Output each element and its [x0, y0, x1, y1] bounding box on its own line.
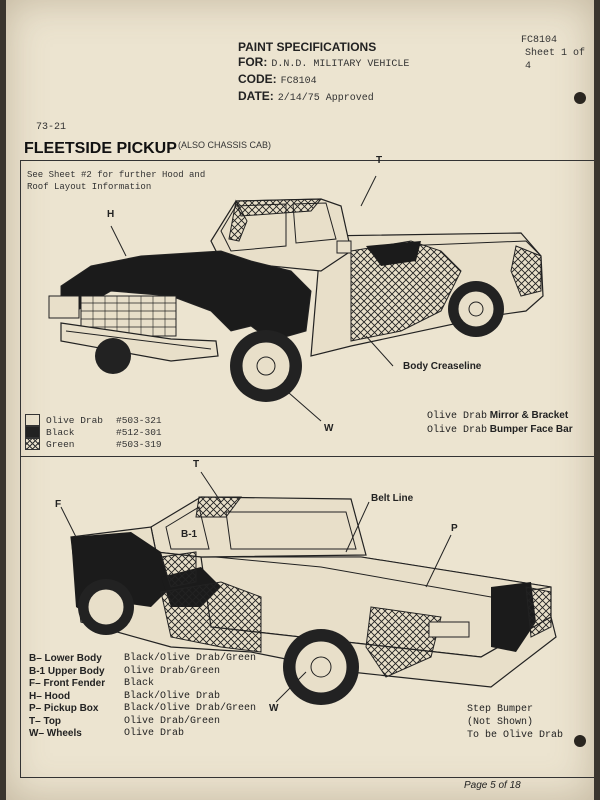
hood-roof-note: See Sheet #2 for further Hood and Roof Layout Information	[27, 170, 206, 192]
key-row: B– Lower Body Black/Olive Drab/Green	[29, 653, 257, 664]
page-subtitle: (ALSO CHASSIS CAB)	[178, 140, 272, 150]
header-date-value: 2/14/75 Approved	[277, 93, 374, 104]
page-number: Page 5 of 18	[464, 780, 521, 791]
legend-item: Green #503-319	[25, 438, 162, 450]
key-row: B-1 Upper Body Olive Drab/Green	[29, 665, 221, 677]
header-code: CODE: FC8104	[238, 72, 317, 87]
key-row: F– Front Fender Black	[29, 678, 155, 689]
page-title: FLEETSIDE PICKUP	[24, 140, 177, 157]
callout-w: W	[269, 703, 279, 714]
callout-body-creaseline: Body Creaseline	[403, 361, 482, 372]
spec-sheet	[6, 0, 594, 800]
sheet-number: Sheet 1 of 4	[525, 48, 586, 72]
callout-h: H	[107, 209, 115, 220]
header-date: DATE: 2/14/75 Approved	[238, 89, 374, 104]
callout-belt-line: Belt Line	[371, 493, 414, 504]
punch-hole-top	[574, 92, 586, 104]
note-mirror: Olive Drab Mirror & Bracket	[427, 410, 569, 422]
key-row: T– Top Olive Drab/Green	[29, 715, 221, 727]
olive-drab-swatch	[25, 414, 40, 426]
callout-f: F	[55, 499, 62, 510]
header-code-value: FC8104	[280, 76, 317, 87]
front-view-panel	[20, 155, 594, 457]
key-row: P– Pickup Box Black/Olive Drab/Green	[29, 703, 257, 714]
callout-t: T	[193, 459, 200, 470]
note-bumper: Olive Drab Bumper Face Bar	[427, 424, 573, 436]
part-color-key	[29, 653, 256, 741]
sheet-code-id: FC8104	[521, 35, 558, 46]
header-title: PAINT SPECIFICATIONS	[238, 40, 377, 54]
key-row: H– Hood Black/Olive Drab	[29, 690, 221, 702]
sheet-code	[521, 34, 594, 73]
rear-view-panel	[20, 456, 594, 778]
callout-w: W	[324, 423, 334, 434]
callout-b1: B-1	[181, 529, 198, 540]
header-block	[238, 40, 409, 106]
key-row: W– Wheels Olive Drab	[29, 728, 185, 739]
callout-t: T	[376, 155, 383, 166]
legend-item: Black #512-301	[25, 426, 162, 438]
header-for-value: D.N.D. MILITARY VEHICLE	[271, 59, 410, 70]
callout-p: P	[451, 523, 458, 534]
color-legend	[25, 414, 162, 450]
reference-number: 73-21	[36, 122, 67, 133]
step-bumper-note: Step Bumper (Not Shown) To be Olive Drab	[467, 704, 564, 741]
black-swatch	[25, 426, 40, 438]
green-swatch	[25, 438, 40, 450]
header-for: FOR: D.N.D. MILITARY VEHICLE	[238, 55, 410, 70]
olive-drab-notes	[427, 409, 573, 437]
legend-item: Olive Drab #503-321	[25, 414, 162, 426]
